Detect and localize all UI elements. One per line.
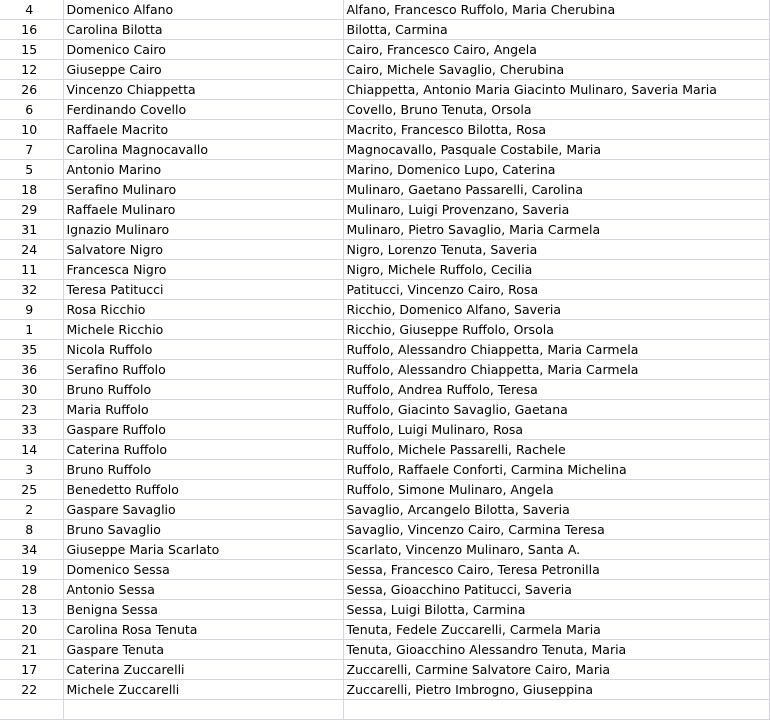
cell-name[interactable]: Nicola Ruffolo bbox=[63, 340, 343, 360]
cell-parents[interactable]: Mulinaro, Gaetano Passarelli, Carolina bbox=[343, 180, 769, 200]
cell-name[interactable]: Caterina Ruffolo bbox=[63, 440, 343, 460]
table-row bbox=[0, 120, 769, 140]
cell-name[interactable]: Domenico Sessa bbox=[63, 560, 343, 580]
cell-name[interactable]: Raffaele Macrito bbox=[63, 120, 343, 140]
table-row bbox=[0, 560, 769, 580]
cell-parents[interactable]: Patitucci, Vincenzo Cairo, Rosa bbox=[343, 280, 769, 300]
table-row bbox=[0, 600, 769, 620]
cell-name[interactable]: Ferdinando Covello bbox=[63, 100, 343, 120]
table-row bbox=[0, 580, 769, 600]
cell-id[interactable]: 1 bbox=[0, 320, 63, 340]
table-row bbox=[0, 620, 769, 640]
table-row bbox=[0, 360, 769, 380]
cell-id[interactable]: 15 bbox=[0, 40, 63, 60]
cell-parents[interactable]: Sessa, Luigi Bilotta, Carmina bbox=[343, 600, 769, 620]
cell-name[interactable] bbox=[63, 700, 343, 720]
cell-parents[interactable]: Sessa, Francesco Cairo, Teresa Petronilla bbox=[343, 560, 769, 580]
cell-parents[interactable]: Magnocavallo, Pasquale Costabile, Maria bbox=[343, 140, 769, 160]
table-row bbox=[0, 0, 769, 20]
cell-name[interactable]: Serafino Mulinaro bbox=[63, 180, 343, 200]
cell-name[interactable]: Michele Zuccarelli bbox=[63, 680, 343, 700]
table-row bbox=[0, 180, 769, 200]
cell-name[interactable]: Bruno Savaglio bbox=[63, 520, 343, 540]
cell-name[interactable]: Caterina Zuccarelli bbox=[63, 660, 343, 680]
cell-id[interactable]: 17 bbox=[0, 660, 63, 680]
table-row bbox=[0, 300, 769, 320]
cell-name[interactable]: Teresa Patitucci bbox=[63, 280, 343, 300]
cell-parents[interactable]: Nigro, Lorenzo Tenuta, Saveria bbox=[343, 240, 769, 260]
cell-id[interactable]: 10 bbox=[0, 120, 63, 140]
cell-parents[interactable]: Ruffolo, Giacinto Savaglio, Gaetana bbox=[343, 400, 769, 420]
cell-name[interactable]: Raffaele Mulinaro bbox=[63, 200, 343, 220]
table-row bbox=[0, 220, 769, 240]
table-row bbox=[0, 280, 769, 300]
cell-id[interactable]: 19 bbox=[0, 560, 63, 580]
table-row bbox=[0, 640, 769, 660]
cell-name[interactable]: Michele Ricchio bbox=[63, 320, 343, 340]
table-row bbox=[0, 500, 769, 520]
cell-parents[interactable]: Scarlato, Vincenzo Mulinaro, Santa A. bbox=[343, 540, 769, 560]
table-row bbox=[0, 240, 769, 260]
cell-id[interactable]: 35 bbox=[0, 340, 63, 360]
cell-name[interactable]: Rosa Ricchio bbox=[63, 300, 343, 320]
cell-parents[interactable]: Covello, Bruno Tenuta, Orsola bbox=[343, 100, 769, 120]
cell-id[interactable]: 11 bbox=[0, 260, 63, 280]
table-row bbox=[0, 420, 769, 440]
cell-parents[interactable]: Ruffolo, Raffaele Conforti, Carmina Michelina bbox=[343, 460, 769, 480]
cell-name[interactable]: Ignazio Mulinaro bbox=[63, 220, 343, 240]
cell-parents[interactable]: Cairo, Francesco Cairo, Angela bbox=[343, 40, 769, 60]
cell-parents[interactable]: Mulinaro, Pietro Savaglio, Maria Carmela bbox=[343, 220, 769, 240]
cell-id[interactable]: 8 bbox=[0, 520, 63, 540]
cell-name[interactable]: Carolina Bilotta bbox=[63, 20, 343, 40]
cell-parents[interactable]: Ruffolo, Alessandro Chiappetta, Maria Carmela bbox=[343, 360, 769, 380]
cell-name[interactable]: Gaspare Tenuta bbox=[63, 640, 343, 660]
cell-parents[interactable]: Ruffolo, Michele Passarelli, Rachele bbox=[343, 440, 769, 460]
table-row bbox=[0, 680, 769, 700]
cell-id[interactable]: 9 bbox=[0, 300, 63, 320]
table-row bbox=[0, 260, 769, 280]
cell-name[interactable]: Giuseppe Cairo bbox=[63, 60, 343, 80]
cell-parents[interactable]: Chiappetta, Antonio Maria Giacinto Mulinaro, Saveria Maria bbox=[343, 80, 769, 100]
cell-parents[interactable]: Ruffolo, Andrea Ruffolo, Teresa bbox=[343, 380, 769, 400]
cell-parents[interactable]: Zuccarelli, Carmine Salvatore Cairo, Maria bbox=[343, 660, 769, 680]
cell-id[interactable]: 18 bbox=[0, 180, 63, 200]
cell-name[interactable]: Antonio Sessa bbox=[63, 580, 343, 600]
table-row bbox=[0, 320, 769, 340]
cell-parents[interactable]: Mulinaro, Luigi Provenzano, Saveria bbox=[343, 200, 769, 220]
cell-id[interactable]: 5 bbox=[0, 160, 63, 180]
cell-name[interactable]: Maria Ruffolo bbox=[63, 400, 343, 420]
cell-id[interactable]: 7 bbox=[0, 140, 63, 160]
table-row bbox=[0, 60, 769, 80]
cell-parents[interactable] bbox=[343, 700, 769, 720]
table-row bbox=[0, 80, 769, 100]
cell-id[interactable]: 21 bbox=[0, 640, 63, 660]
cell-id[interactable]: 16 bbox=[0, 20, 63, 40]
cell-name[interactable]: Francesca Nigro bbox=[63, 260, 343, 280]
cell-name[interactable]: Bruno Ruffolo bbox=[63, 460, 343, 480]
cell-name[interactable]: Benedetto Ruffolo bbox=[63, 480, 343, 500]
cell-parents[interactable]: Ruffolo, Luigi Mulinaro, Rosa bbox=[343, 420, 769, 440]
cell-name[interactable]: Carolina Magnocavallo bbox=[63, 140, 343, 160]
table-row bbox=[0, 700, 769, 720]
cell-name[interactable]: Carolina Rosa Tenuta bbox=[63, 620, 343, 640]
cell-id[interactable]: 32 bbox=[0, 280, 63, 300]
table-row bbox=[0, 100, 769, 120]
cell-parents[interactable]: Ricchio, Giuseppe Ruffolo, Orsola bbox=[343, 320, 769, 340]
cell-name[interactable]: Gaspare Savaglio bbox=[63, 500, 343, 520]
cell-name[interactable]: Vincenzo Chiappetta bbox=[63, 80, 343, 100]
cell-id[interactable]: 20 bbox=[0, 620, 63, 640]
cell-parents[interactable]: Cairo, Michele Savaglio, Cherubina bbox=[343, 60, 769, 80]
cell-parents[interactable]: Bilotta, Carmina bbox=[343, 20, 769, 40]
table-row bbox=[0, 40, 769, 60]
cell-name[interactable]: Bruno Ruffolo bbox=[63, 380, 343, 400]
cell-name[interactable]: Salvatore Nigro bbox=[63, 240, 343, 260]
cell-id[interactable]: 24 bbox=[0, 240, 63, 260]
cell-id[interactable] bbox=[0, 700, 63, 720]
cell-parents[interactable]: Alfano, Francesco Ruffolo, Maria Cherubina bbox=[343, 0, 769, 20]
cell-id[interactable]: 2 bbox=[0, 500, 63, 520]
cell-parents[interactable]: Tenuta, Fedele Zuccarelli, Carmela Maria bbox=[343, 620, 769, 640]
cell-parents[interactable]: Sessa, Gioacchino Patitucci, Saveria bbox=[343, 580, 769, 600]
cell-name[interactable]: Domenico Cairo bbox=[63, 40, 343, 60]
cell-parents[interactable]: Ruffolo, Simone Mulinaro, Angela bbox=[343, 480, 769, 500]
cell-id[interactable]: 26 bbox=[0, 80, 63, 100]
table-row bbox=[0, 660, 769, 680]
cell-id[interactable]: 22 bbox=[0, 680, 63, 700]
table-row bbox=[0, 520, 769, 540]
cell-name[interactable]: Domenico Alfano bbox=[63, 0, 343, 20]
cell-parents[interactable]: Nigro, Michele Ruffolo, Cecilia bbox=[343, 260, 769, 280]
table-row bbox=[0, 340, 769, 360]
cell-id[interactable]: 13 bbox=[0, 600, 63, 620]
cell-id[interactable]: 33 bbox=[0, 420, 63, 440]
cell-id[interactable]: 28 bbox=[0, 580, 63, 600]
cell-id[interactable]: 25 bbox=[0, 480, 63, 500]
cell-id[interactable]: 12 bbox=[0, 60, 63, 80]
cell-id[interactable]: 34 bbox=[0, 540, 63, 560]
cell-id[interactable]: 31 bbox=[0, 220, 63, 240]
table-row bbox=[0, 160, 769, 180]
cell-id[interactable]: 30 bbox=[0, 380, 63, 400]
cell-parents[interactable]: Ricchio, Domenico Alfano, Saveria bbox=[343, 300, 769, 320]
cell-parents[interactable]: Marino, Domenico Lupo, Caterina bbox=[343, 160, 769, 180]
cell-name[interactable]: Antonio Marino bbox=[63, 160, 343, 180]
cell-parents[interactable]: Savaglio, Vincenzo Cairo, Carmina Teresa bbox=[343, 520, 769, 540]
cell-id[interactable]: 29 bbox=[0, 200, 63, 220]
cell-parents[interactable]: Tenuta, Gioacchino Alessandro Tenuta, Maria bbox=[343, 640, 769, 660]
table-row bbox=[0, 20, 769, 40]
cell-parents[interactable]: Zuccarelli, Pietro Imbrogno, Giuseppina bbox=[343, 680, 769, 700]
cell-parents[interactable]: Macrito, Francesco Bilotta, Rosa bbox=[343, 120, 769, 140]
cell-id[interactable]: 14 bbox=[0, 440, 63, 460]
cell-id[interactable]: 36 bbox=[0, 360, 63, 380]
table-row bbox=[0, 440, 769, 460]
cell-id[interactable]: 3 bbox=[0, 460, 63, 480]
cell-id[interactable]: 6 bbox=[0, 100, 63, 120]
cell-parents[interactable]: Ruffolo, Alessandro Chiappetta, Maria Carmela bbox=[343, 340, 769, 360]
table-row bbox=[0, 460, 769, 480]
cell-parents[interactable]: Savaglio, Arcangelo Bilotta, Saveria bbox=[343, 500, 769, 520]
table-row bbox=[0, 380, 769, 400]
cell-id[interactable]: 4 bbox=[0, 0, 63, 20]
cell-id[interactable]: 23 bbox=[0, 400, 63, 420]
table-row bbox=[0, 540, 769, 560]
table-row bbox=[0, 140, 769, 160]
table-row bbox=[0, 200, 769, 220]
cell-name[interactable]: Serafino Ruffolo bbox=[63, 360, 343, 380]
cell-name[interactable]: Giuseppe Maria Scarlato bbox=[63, 540, 343, 560]
cell-name[interactable]: Benigna Sessa bbox=[63, 600, 343, 620]
table-row bbox=[0, 400, 769, 420]
table-row bbox=[0, 480, 769, 500]
cell-name[interactable]: Gaspare Ruffolo bbox=[63, 420, 343, 440]
